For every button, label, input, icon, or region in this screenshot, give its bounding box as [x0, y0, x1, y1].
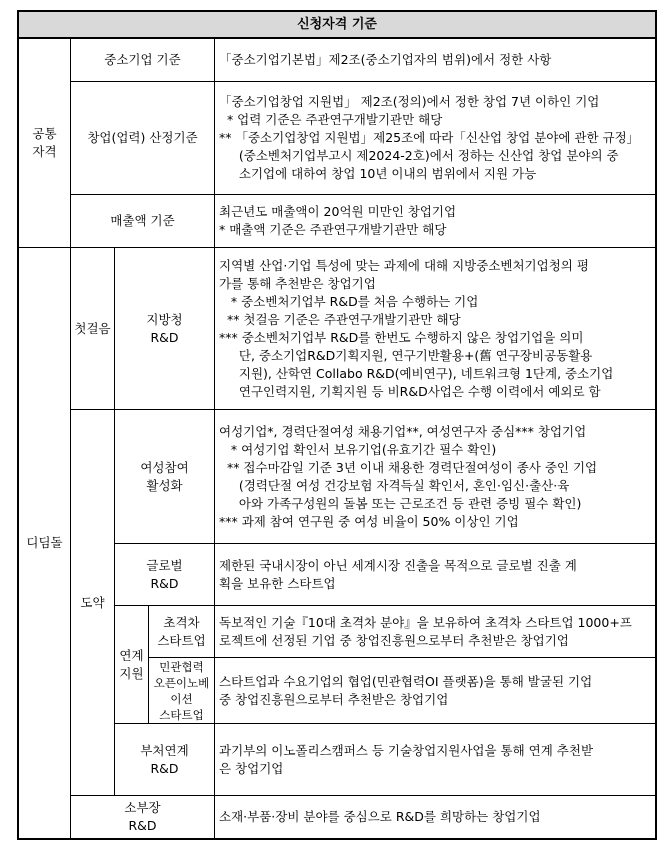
content-line: 독보적인 기술『10대 초격차 분야』을 보유하여 초격차 스타트업 1000+프	[219, 614, 632, 630]
row-label-open-innovation-startup: 민관협력 오픈이노베이션 스타트업	[149, 658, 215, 724]
row-label-startup-age: 창업(업력) 산정기준	[71, 82, 215, 195]
row-content-women-participation	[215, 410, 655, 544]
content-line: 「중소기업기본법」제2조(중소기업자의 범위)에서 정한 사항	[219, 52, 552, 67]
content-line: 연구인력지원, 기획지원 등 비R&D사업은 수행 이력에서 예외로 함	[219, 383, 601, 399]
content-line: 「중소기업창업 지원법」 제2조(정의)에서 정한 창업 7년 이하인 기업	[219, 94, 600, 109]
group-common-qualification: 공통 자격	[19, 39, 71, 248]
content-line: 획을 보유한 스타트업	[219, 575, 336, 591]
row-content-materials-parts-rnd	[215, 796, 655, 838]
row-content-sme	[215, 39, 655, 82]
content-line: * 중소벤처기업부 R&D를 처음 수행하는 기업	[219, 293, 479, 309]
row-content-sales	[215, 195, 655, 248]
content-line: * 여성기업 확인서 보유기업(유효기간 필수 확인)	[219, 441, 497, 457]
content-line: 과기부의 이노폴리스캠퍼스 등 기술창업지원사업을 통해 연계 추천받	[219, 742, 594, 758]
content-line: 소재·부품·장비 분야를 중심으로 R&D를 희망하는 창업기업	[219, 809, 541, 824]
content-line: * 업력 기준은 주관연구개발기관만 해당	[219, 112, 443, 127]
row-content-global-rnd	[215, 544, 655, 606]
content-line: 여성기업*, 경력단절여성 채용기업**, 여성연구자 중심*** 창업기업	[219, 423, 587, 439]
row-content-startup-age	[215, 82, 655, 195]
content-line: 최근년도 매출액이 20억원 미만인 창업기업	[219, 204, 457, 219]
content-line: 소기업에 대하여 창업 10년 이내의 범위에서 지원 가능	[219, 166, 537, 181]
content-line: 중 창업진흥원으로부터 추천받은 창업기업	[219, 691, 449, 707]
row-content-regional-rnd	[215, 248, 655, 410]
content-line: 아와 가족구성원의 돌봄 또는 근로조건 등 관련 증빙 필수 확인)	[219, 495, 582, 511]
content-line: 지원), 산학연 Collabo R&D(예비연구), 네트워크형 1단계, 중소기업	[219, 365, 614, 381]
row-content-open-innovation-startup	[215, 658, 655, 724]
content-line: 스타트업과 수요기업의 협업(민관협력OI 플랫폼)을 통해 발굴된 기업	[219, 673, 593, 689]
group-leap: 도약	[71, 410, 115, 796]
group-linked-support: 연계 지원	[115, 606, 149, 724]
row-label-women-participation: 여성참여 활성화	[115, 410, 215, 544]
content-line: 은 창업기업	[219, 760, 284, 776]
row-label-materials-parts-rnd: 소부장 R&D	[71, 796, 215, 838]
content-line: 단, 중소기업R&D기획지원, 연구기반활용+(舊 연구장비공동활용	[219, 347, 593, 363]
group-first-step: 첫걸음	[71, 248, 115, 410]
row-label-ultra-gap-startup: 초격차 스타트업	[149, 606, 215, 658]
content-line: ** 첫걸음 기준은 주관연구개발기관만 해당	[219, 311, 461, 327]
content-line: *** 과제 참여 연구원 중 여성 비율이 50% 이상인 기업	[219, 513, 519, 529]
content-line: 가를 통해 추천받은 창업기업	[219, 275, 376, 291]
content-line: 제한된 국내시장이 아닌 세계시장 진출을 목적으로 글로벌 진출 계	[219, 557, 577, 573]
row-label-regional-rnd: 지방청 R&D	[115, 248, 215, 410]
content-line: 지역별 산업·기업 특성에 맞는 과제에 대해 지방중소벤처기업청의 평	[219, 257, 589, 273]
content-line: 로젝트에 선정된 기업 중 창업진흥원으로부터 추천받은 창업기업	[219, 632, 569, 648]
row-label-global-rnd: 글로벌 R&D	[115, 544, 215, 606]
content-line: (중소벤처기업부고시 제2024-2호)에서 정하는 신산업 창업 분야의 중	[219, 148, 619, 163]
content-line: * 매출액 기준은 주관연구개발기관만 해당	[219, 222, 447, 237]
row-content-ministry-link-rnd	[215, 724, 655, 796]
row-label-ministry-link-rnd: 부처연계 R&D	[115, 724, 215, 796]
content-line: ** 접수마감일 기준 3년 이내 채용한 경력단절여성이 종사 중인 기업	[219, 459, 598, 475]
eligibility-criteria-table	[17, 10, 657, 840]
content-line: (경력단절 여성 건강보험 자격득실 확인서, 혼인·임신·출산·육	[219, 477, 570, 493]
content-line: ** 「중소기업창업 지원법」제25조에 따라「신산업 창업 분야에 관한 규정」	[219, 130, 640, 145]
row-content-ultra-gap-startup	[215, 606, 655, 658]
content-line: *** 중소벤처기업부 R&D를 한번도 수행하지 않은 창업기업을 의미	[219, 329, 584, 345]
group-stepping-stone: 디딤돌	[19, 248, 71, 838]
row-label-sme: 중소기업 기준	[71, 39, 215, 82]
row-label-sales: 매출액 기준	[71, 195, 215, 248]
table-header: 신청자격 기준	[19, 12, 655, 39]
